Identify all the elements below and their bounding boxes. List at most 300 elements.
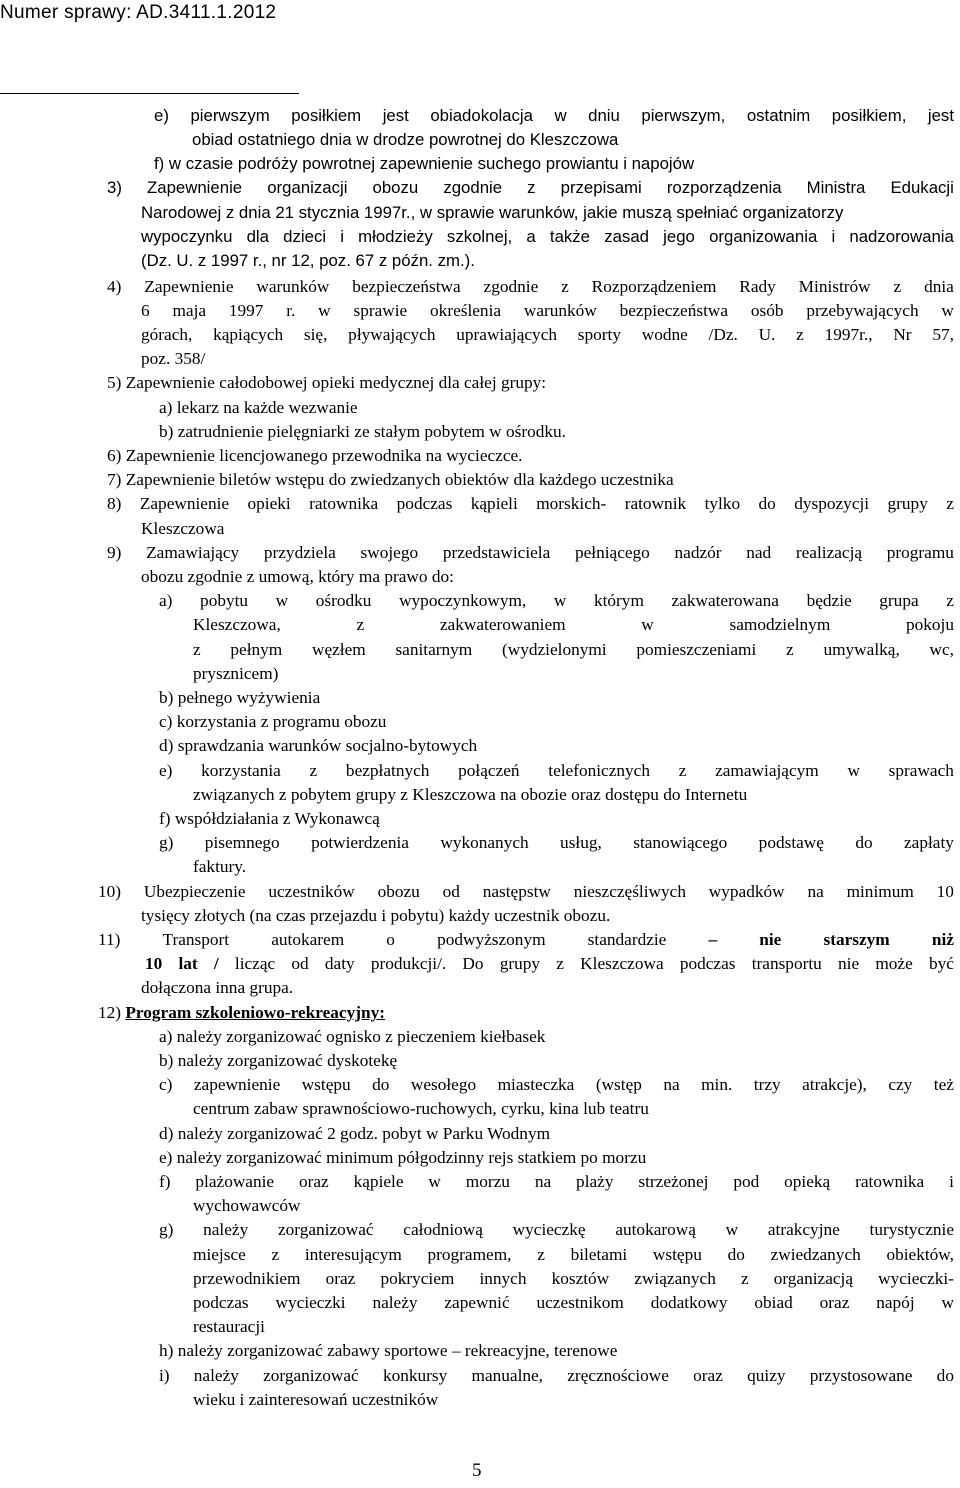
word: napój: [876, 1293, 915, 1312]
word: atrakcyjne: [767, 1220, 840, 1239]
text-line: [98, 928, 954, 952]
word: należy: [203, 1220, 249, 1239]
word: sprawie: [353, 301, 408, 320]
line-text: centrum zabaw sprawnościowo-ruchowych, cyrku, kina lub teatru: [193, 1099, 649, 1118]
text-line: [159, 589, 954, 613]
text-line: [159, 1049, 397, 1073]
word: ratownika: [309, 494, 379, 513]
word: grupy: [499, 954, 541, 973]
word: z: [537, 1245, 545, 1264]
word: z: [561, 277, 569, 296]
word: 1997: [228, 301, 264, 320]
word: do: [936, 1366, 954, 1385]
text-line: [159, 710, 386, 734]
word: zręcznościowe: [567, 1366, 669, 1385]
word: oraz: [819, 1293, 850, 1312]
text-line: [193, 1291, 954, 1315]
text-line: [159, 1218, 954, 1242]
word: dodatkowy: [650, 1293, 728, 1312]
line-text: b) zatrudnienie pielęgniarki ze stałym pobytem w ośrodku.: [159, 422, 566, 441]
word: i: [831, 227, 836, 246]
word: sporty: [577, 325, 621, 344]
word: pływających: [348, 325, 436, 344]
word: z: [678, 761, 687, 780]
word: wycieczkę: [512, 1220, 586, 1239]
word: z: [527, 178, 536, 197]
word: /Dz.: [708, 325, 738, 344]
line-text: 12): [98, 1003, 126, 1022]
word: sprawach: [888, 761, 954, 780]
word: w: [318, 301, 331, 320]
word: atrakcje),: [802, 1075, 867, 1094]
line-text: 6) Zapewnienie licencjowanego przewodnika na wycieczce.: [107, 446, 523, 465]
text-line: [159, 686, 320, 710]
word: połączeń: [458, 761, 520, 780]
word: pierwszym: [190, 106, 270, 125]
word: dzieci: [283, 227, 327, 246]
line-text: (Dz. U. z 1997 r., nr 12, poz. 67 z późn. zm.).: [141, 251, 475, 270]
word: Do: [462, 954, 484, 973]
word: 1997r.,: [824, 325, 873, 344]
word: konkursy: [382, 1366, 448, 1385]
word: w: [275, 591, 289, 610]
word: quizy: [747, 1366, 786, 1385]
word: zapłaty: [904, 833, 954, 852]
word: wc,: [929, 640, 954, 659]
text-line: [154, 104, 954, 128]
word: zwiedzanych: [770, 1245, 861, 1264]
text-line: [159, 1073, 954, 1097]
word: 8): [107, 494, 122, 513]
line-text: b) należy zorganizować dyskotekę: [159, 1051, 398, 1070]
word: kąpieli: [470, 494, 518, 513]
word: ratownik: [624, 494, 687, 513]
word: a): [159, 591, 173, 610]
line-text: wieku i zainteresowań uczestników: [193, 1390, 439, 1409]
text-line: [193, 662, 278, 686]
word: wstępu: [301, 1075, 351, 1094]
text-line: [193, 1097, 649, 1121]
word: potwierdzenia: [311, 833, 409, 852]
word: z: [309, 761, 318, 780]
word: kąpiele: [353, 1172, 404, 1191]
word: zamawiającym: [715, 761, 819, 780]
text-line: [193, 638, 954, 662]
word: umywalką,: [823, 640, 900, 659]
word: interesującym: [304, 1245, 402, 1264]
word: w: [553, 591, 567, 610]
word: warunków: [523, 301, 597, 320]
text-line: [141, 904, 610, 928]
word: zapewnić: [444, 1293, 510, 1312]
word: starszym: [823, 930, 890, 949]
word: wypoczynkowym,: [399, 591, 527, 610]
word: grupa: [879, 591, 919, 610]
word: w: [847, 761, 860, 780]
word: Rozporządzeniem: [591, 277, 717, 296]
word: w: [641, 615, 654, 634]
word: organizowania: [709, 227, 818, 246]
text-line: [193, 1243, 954, 1267]
word: zasad: [604, 227, 649, 246]
word: pierwszym,: [641, 106, 726, 125]
text-line: [193, 1315, 265, 1339]
word: zgodnie: [483, 277, 539, 296]
word: wypadków: [708, 882, 785, 901]
word: posiłkiem: [291, 106, 362, 125]
text-line: [159, 1122, 550, 1146]
line-text: f) w czasie podróży powrotnej zapewnienie suchego prowiantu i napojów: [154, 154, 695, 173]
word: U.: [758, 325, 776, 344]
word: ratownika: [855, 1172, 925, 1191]
word: strzeżonej: [638, 1172, 709, 1191]
line-text: a) należy zorganizować ognisko z pieczeniem kiełbasek: [159, 1027, 546, 1046]
word: morzu: [465, 1172, 510, 1191]
word: jest: [382, 106, 409, 125]
word: w: [941, 1293, 954, 1312]
word: pokryciem: [380, 1269, 455, 1288]
text-line: [107, 371, 546, 395]
word: nie: [838, 954, 860, 973]
word: także: [549, 227, 591, 246]
text-line: [159, 1146, 646, 1170]
word: posiłkiem,: [831, 106, 907, 125]
word: plaży: [576, 1172, 614, 1191]
word: uprawiających: [456, 325, 558, 344]
word: miasteczka: [497, 1075, 575, 1094]
word: zapewnienie: [193, 1075, 281, 1094]
text-line: [107, 444, 523, 468]
word: na: [807, 882, 824, 901]
word: nadzorowania: [849, 227, 954, 246]
word: o: [386, 930, 395, 949]
word: Rady: [739, 277, 776, 296]
word: z: [796, 325, 804, 344]
word: z: [946, 494, 954, 513]
word: realizacją: [795, 543, 863, 562]
word: Zapewnienie: [146, 178, 243, 197]
text-line: [154, 152, 694, 176]
page-number: 5: [472, 1460, 482, 1481]
word: szkolnej,: [446, 227, 513, 246]
word: licząc: [234, 954, 276, 973]
word: programu: [886, 543, 954, 562]
word: –: [708, 930, 718, 949]
line-text: Kleszczowa: [141, 519, 225, 538]
line-text: związanych z pobytem grupy z Kleszczowa na obozie oraz dostępu do Internetu: [193, 785, 748, 804]
line-text: poz. 358/: [141, 349, 206, 368]
text-line: [193, 783, 747, 807]
text-line: [193, 1388, 438, 1412]
word: pełniącego: [574, 543, 650, 562]
word: dyspozycji: [794, 494, 870, 513]
text-line: [141, 323, 954, 347]
word: 6: [141, 301, 150, 320]
line-text: b) pełnego wyżywienia: [159, 688, 321, 707]
word: młodzieży: [358, 227, 433, 246]
word: bezpłatnych: [345, 761, 430, 780]
text-line: [159, 831, 954, 855]
word: zorganizować: [263, 1366, 359, 1385]
word: a: [526, 227, 536, 246]
word: przydziela: [263, 543, 336, 562]
word: 10): [98, 882, 122, 901]
word: nie: [759, 930, 782, 949]
line-text: 5) Zapewnienie całodobowej opieki medycznej dla całej grupy:: [107, 373, 547, 392]
word: oraz: [693, 1366, 723, 1385]
word: do: [758, 494, 776, 513]
text-line: [141, 249, 475, 273]
word: wodne: [641, 325, 688, 344]
text-line: [159, 1025, 545, 1049]
word: 11): [98, 930, 121, 949]
word: daty: [324, 954, 355, 973]
word: kąpiących: [213, 325, 284, 344]
word: g): [159, 833, 174, 852]
word: którym: [593, 591, 644, 610]
word: następstw: [482, 882, 551, 901]
word: transportu: [751, 954, 822, 973]
text-line: [193, 613, 954, 637]
word: standardzie: [587, 930, 667, 949]
line-text: obiad ostatniego dnia w drodze powrotnej do Kleszczowa: [192, 130, 619, 149]
word: biletami: [570, 1245, 628, 1264]
word: Nr: [893, 325, 912, 344]
text-line: [98, 880, 954, 904]
word: 10: [145, 954, 163, 973]
word: grupy: [887, 494, 928, 513]
word: kosztów: [551, 1269, 610, 1288]
word: opieką: [784, 1172, 831, 1191]
word: węzłem: [311, 640, 366, 659]
word: być: [928, 954, 954, 973]
text-line: [107, 468, 674, 492]
word: pobytu: [200, 591, 249, 610]
word: będzie: [806, 591, 852, 610]
word: może: [875, 954, 913, 973]
word: maja: [172, 301, 207, 320]
word: jego: [663, 227, 695, 246]
text-line: [159, 759, 954, 783]
word: korzystania: [201, 761, 281, 780]
word: podczas: [396, 494, 453, 513]
text-line: [141, 347, 205, 371]
word: telefonicznych: [548, 761, 650, 780]
word: w: [554, 106, 567, 125]
word: dnia: [924, 277, 954, 296]
text-line: [193, 1267, 954, 1291]
word: do: [372, 1075, 390, 1094]
word: Transport: [162, 930, 230, 949]
word: bezpieczeństwa: [352, 277, 461, 296]
word: pomieszczeniami: [636, 640, 757, 659]
word: 10: [936, 882, 954, 901]
word: związanych: [634, 1269, 716, 1288]
word: przewodnikiem: [193, 1269, 301, 1288]
line-text: restauracji: [193, 1317, 265, 1336]
word: przebywających: [806, 301, 919, 320]
word: 3): [107, 178, 122, 197]
word: 9): [107, 543, 122, 562]
line-text: d) sprawdzania warunków socjalno-bytowych: [159, 736, 478, 755]
word: z: [193, 640, 201, 659]
word: na: [663, 1075, 680, 1094]
word: z: [893, 277, 902, 296]
word: obiektów,: [886, 1245, 954, 1264]
word: zakwaterowana: [671, 591, 779, 610]
word: z: [946, 591, 954, 610]
word: sanitarnym: [395, 640, 473, 659]
word: z: [556, 954, 564, 973]
word: wesołego: [410, 1075, 477, 1094]
word: trzy: [753, 1075, 781, 1094]
word: wycieczki: [275, 1293, 346, 1312]
line-text: h) należy zorganizować zabawy sportowe – rekreacyjne, terenowe: [159, 1341, 618, 1360]
word: podwyższonym: [437, 930, 546, 949]
word: produkcji/.: [370, 954, 447, 973]
emphasis-text: Program szkoleniowo-rekreacyjny:: [125, 1003, 386, 1022]
word: obiadokolacja: [430, 106, 533, 125]
line-text: obozu zgodnie z umową, który ma prawo do:: [141, 567, 454, 586]
word: 4): [107, 277, 122, 296]
text-line: [159, 420, 566, 444]
word: pisemnego: [204, 833, 280, 852]
word: dla: [246, 227, 269, 246]
word: uczestników: [268, 882, 355, 901]
word: lat: [178, 954, 198, 973]
word: r.: [286, 301, 296, 320]
text-line: [141, 565, 454, 589]
word: określenia: [430, 301, 502, 320]
text-line: [159, 1170, 954, 1194]
text-line: [141, 225, 954, 249]
word: Edukacji: [890, 178, 954, 197]
word: oraz: [325, 1269, 356, 1288]
word: Zamawiający: [146, 543, 240, 562]
text-line: [141, 976, 293, 1000]
word: wykonanych: [440, 833, 529, 852]
text-line: [145, 952, 954, 976]
word: Zapewnienie: [144, 277, 234, 296]
word: Zapewnienie: [139, 494, 230, 513]
text-line: [107, 275, 954, 299]
text-line: [159, 1339, 617, 1363]
word: innych: [479, 1269, 527, 1288]
word: się,: [303, 325, 328, 344]
word: obozu: [372, 178, 419, 197]
word: przepisami: [560, 178, 642, 197]
header-rule: [0, 93, 299, 94]
word: na: [534, 1172, 552, 1191]
word: uczestnikom: [536, 1293, 624, 1312]
text-line: [141, 517, 224, 541]
case-number-header: Numer sprawy: AD.3411.1.2012: [0, 2, 277, 23]
word: wypoczynku: [141, 227, 233, 246]
word: górach,: [141, 325, 193, 344]
word: czy: [888, 1075, 913, 1094]
word: Ubezpieczenie: [143, 882, 246, 901]
word: i): [159, 1366, 170, 1385]
word: /: [213, 954, 219, 973]
word: (wydzielonymi: [501, 640, 607, 659]
word: należy: [193, 1366, 239, 1385]
word: do: [727, 1245, 745, 1264]
word: morskich-: [536, 494, 607, 513]
text-line: [107, 176, 954, 200]
word: niż: [931, 930, 954, 949]
word: całodniową: [403, 1220, 483, 1239]
word: ostatnim: [746, 106, 811, 125]
line-text: 7) Zapewnienie biletów wstępu do zwiedzanych obiektów dla każdego uczestnika: [107, 470, 674, 489]
line-text: wychowawców: [193, 1196, 301, 1215]
word: 57,: [932, 325, 954, 344]
word: organizacji: [267, 178, 348, 197]
word: usług,: [560, 833, 602, 852]
word: oraz: [298, 1172, 329, 1191]
word: od: [442, 882, 460, 901]
line-text: dołączona inna grupa.: [141, 978, 294, 997]
text-line: [159, 1364, 954, 1388]
word: zgodnie: [443, 178, 503, 197]
word: obozu: [377, 882, 420, 901]
word: programem,: [427, 1245, 512, 1264]
text-line: [193, 855, 246, 879]
word: zorganizować: [277, 1220, 374, 1239]
word: z: [271, 1245, 280, 1264]
word: nad: [746, 543, 772, 562]
word: podstawę: [758, 833, 824, 852]
text-line: [159, 807, 380, 831]
word: podczas: [193, 1293, 249, 1312]
word: przedstawiciela: [442, 543, 551, 562]
text-line: [141, 299, 954, 323]
word: pełnym: [230, 640, 283, 659]
word: w: [725, 1220, 739, 1239]
word: osób: [750, 301, 784, 320]
line-text: Narodowej z dnia 21 stycznia 1997r., w sprawie warunków, jakie muszą spełniać organizatorzy: [141, 203, 844, 222]
text-line: [107, 492, 954, 516]
word: też: [933, 1075, 954, 1094]
word: i: [949, 1172, 954, 1191]
word: f): [159, 1172, 171, 1191]
word: z: [356, 615, 365, 634]
word: opieki: [247, 494, 291, 513]
word: min.: [701, 1075, 733, 1094]
text-line: [193, 1194, 301, 1218]
word: organizacją: [773, 1269, 854, 1288]
line-text: prysznicem): [193, 664, 279, 683]
word: zakwaterowaniem: [439, 615, 566, 634]
word: w: [428, 1172, 441, 1191]
word: z: [740, 1269, 749, 1288]
word: bezpieczeństwa: [619, 301, 729, 320]
word: manualne,: [471, 1366, 543, 1385]
word: e): [159, 761, 173, 780]
word: do: [855, 833, 873, 852]
text-line: [107, 541, 954, 565]
word: w: [941, 301, 954, 320]
word: obiad: [754, 1293, 793, 1312]
word: wycieczki-: [878, 1269, 954, 1288]
word: wstępu: [652, 1245, 702, 1264]
line-text: c) korzystania z programu obozu: [159, 712, 387, 731]
word: autokarową: [615, 1220, 696, 1239]
line-text: a) lekarz na każde wezwanie: [159, 398, 358, 417]
word: (wstęp: [595, 1075, 642, 1094]
word: należy: [372, 1293, 418, 1312]
line-text: d) należy zorganizować 2 godz. pobyt w Parku Wodnym: [159, 1124, 551, 1143]
word: Kleszczowa,: [193, 615, 281, 634]
